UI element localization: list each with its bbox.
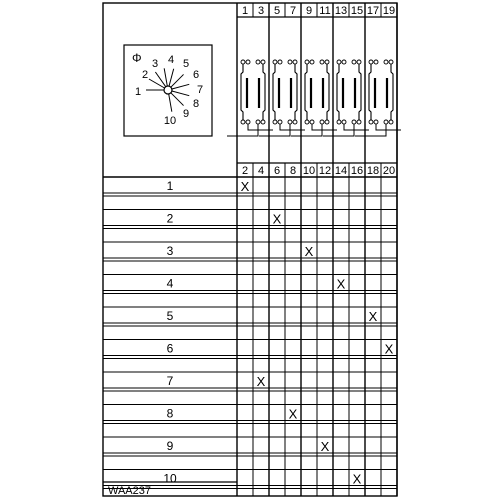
position-label: 3 [166,244,174,258]
terminal-point [305,60,309,64]
terminal-point [325,60,329,64]
dial-ray [169,94,172,112]
dial-label-3: 3 [151,58,159,70]
dial-ray [155,72,165,87]
contact-closed-mark: X [352,471,362,487]
contact-path [241,64,243,120]
dial-ray [149,79,165,88]
dial-label-6: 6 [192,69,200,81]
terminal-point [342,120,346,124]
contact-path [305,64,307,120]
switch-indicator [124,45,212,136]
terminal-point [320,120,324,124]
terminal-number-bottom: 20 [382,165,396,177]
terminal-number-top: 13 [334,5,348,17]
terminal-labels-top [242,5,395,17]
terminal-point [273,60,277,64]
terminal-point [241,120,245,124]
terminal-number-bottom: 10 [302,165,316,177]
terminal-number-bottom: 12 [318,165,332,177]
contact-path [337,64,339,120]
terminal-point [352,120,356,124]
position-label: 10 [163,471,177,486]
terminal-point [288,60,292,64]
contact-closed-mark: X [304,244,314,259]
terminal-number-top: 9 [305,5,313,17]
contact-path [369,64,371,120]
position-label: 4 [166,276,174,291]
terminal-point [357,60,361,64]
position-label: 8 [166,406,174,421]
dial-ray [171,74,184,87]
terminal-number-bottom: 14 [334,165,348,177]
terminal-point [310,60,314,64]
terminal-point [256,120,260,124]
terminal-point [241,60,245,64]
dial-rays [146,68,189,111]
dial-ray [172,84,189,89]
terminal-number-top: 7 [289,5,297,17]
terminal-number-top: 5 [273,5,281,17]
contact-closed-mark: X [256,374,266,389]
terminal-point [246,120,250,124]
terminal-number-top: 19 [382,5,396,17]
contact-path [263,64,265,120]
terminal-point [278,120,282,124]
position-label: 6 [166,341,174,356]
phi-symbol: Φ [132,51,142,65]
terminal-number-top: 11 [319,5,331,17]
contact-closed-mark: X [368,309,378,324]
dial-label-7: 7 [196,84,204,96]
contact-closed-mark: X [384,341,394,357]
terminal-point [384,120,388,124]
terminal-point [389,60,393,64]
terminal-point [288,120,292,124]
contact-closed-mark: X [240,179,250,194]
dial-center [164,86,172,94]
terminal-point [342,60,346,64]
terminal-point [293,120,297,124]
contact-closed-mark: X [320,439,330,454]
terminal-point [389,120,393,124]
contact-path [327,64,329,120]
terminal-point [256,60,260,64]
terminal-number-bottom: 8 [289,165,297,177]
terminal-point [293,60,297,64]
dial-ray [164,68,167,86]
contact-closed-mark: X [272,211,282,227]
position-label: 9 [166,439,174,453]
terminal-point [305,120,309,124]
terminal-number-top: 17 [366,5,380,17]
dial-ray [172,91,189,96]
dial-position-labels [135,54,203,127]
terminal-number-bottom: 16 [350,165,364,177]
terminal-labels-bottom [242,165,395,177]
terminal-point [320,60,324,64]
dial-label-9: 9 [182,108,190,120]
position-label: 1 [166,179,174,193]
terminal-point [384,60,388,64]
terminal-number-bottom: 18 [366,165,380,177]
dial-label-1: 1 [134,86,142,98]
terminal-number-top: 3 [257,5,265,17]
dial-label-5: 5 [182,58,190,70]
contact-path [273,64,275,120]
dial-label-4: 4 [167,54,175,66]
terminal-point [374,60,378,64]
terminal-number-top: 15 [350,5,364,17]
dial-label-8: 8 [192,98,200,110]
model-code: WAA237 [108,485,152,497]
dial-ray [169,69,174,86]
terminal-point [278,60,282,64]
contact-wiring [227,60,401,136]
dial-label-2: 2 [141,69,149,81]
terminal-point [352,60,356,64]
contact-path [359,64,361,120]
contact-path [391,64,393,120]
dial-label-10: 10 [163,115,177,127]
terminal-number-bottom: 2 [241,165,249,177]
terminal-point [261,120,265,124]
terminal-point [374,120,378,124]
terminal-point [369,60,373,64]
terminal-point [325,120,329,124]
terminal-point [310,120,314,124]
position-label: 7 [166,374,174,388]
terminal-point [357,120,361,124]
terminal-number-top: 1 [241,5,249,17]
terminal-point [337,120,341,124]
contact-path [295,64,297,120]
terminal-point [246,60,250,64]
position-label: 2 [166,211,174,226]
terminal-number-bottom: 4 [257,165,265,177]
contact-closed-mark: X [336,276,346,292]
terminal-point [273,120,277,124]
contact-closed-mark: X [288,406,298,422]
position-label: 5 [166,309,174,323]
terminal-point [261,60,265,64]
dial-ray [171,93,184,106]
terminal-point [369,120,373,124]
terminal-point [337,60,341,64]
terminal-number-bottom: 6 [273,165,281,177]
